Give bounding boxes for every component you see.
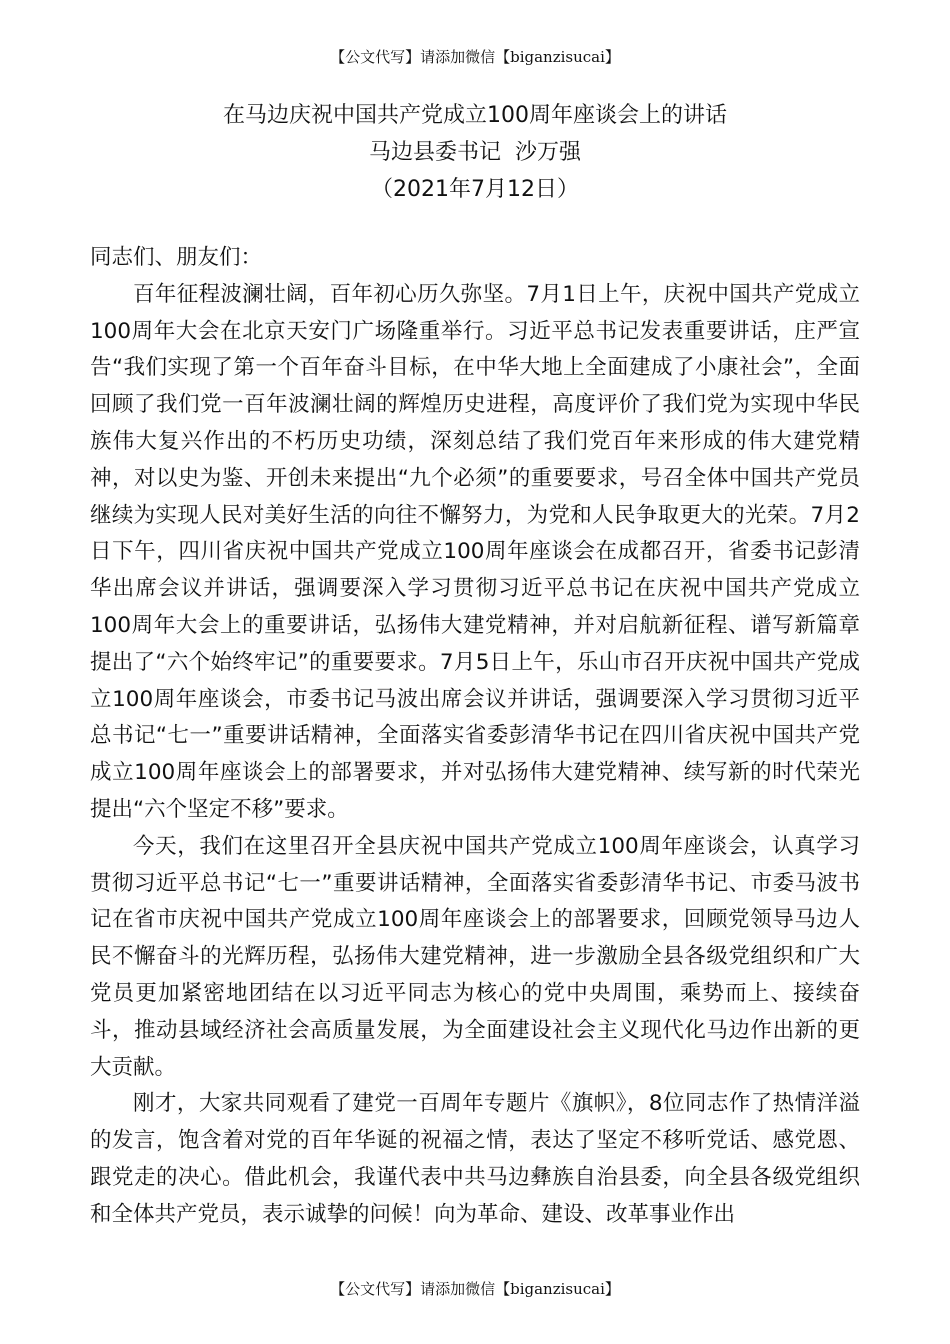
speech-title: 在马边庆祝中国共产党成立100周年座谈会上的讲话 xyxy=(223,103,727,128)
header-watermark: 【公文代写】请添加微信【biganzisucai】 xyxy=(330,48,620,66)
salutation: 同志们、朋友们： xyxy=(90,245,263,270)
paragraph-3: 刚才，大家共同观看了建党一百周年专题片《旗帜》，8位同志作了热情洋溢的发言，饱含着对党的百年华诞的祝福之情，表达了坚定不移听党话、感党恩、跟党走的决心。借此机会，我谨代表中共马边彝族自治县委，向全县各级党组织和全体共产党员，表示诚挚的问候！向为革命、建设、改革事业作出 xyxy=(90,1091,860,1227)
speech-body xyxy=(90,240,860,1234)
paragraph-1: 百年征程波澜壮阔，百年初心历久弥坚。7月1日上午，庆祝中国共产党成立100周年大会在北京天安门广场隆重举行。习近平总书记发表重要讲话，庄严宣告“我们实现了第一个百年奋斗目标，在中华大地上全面建成了小康社会”，全面回顾了我们党一百年波澜壮阔的辉煌历史进程，高度评价了我们党为实现中华民族伟大复兴作出的不朽历史功绩，深刻总结了我们党百年来形成的伟大建党精神，对以史为鉴、开创未来提出“九个必须”的重要要求，号召全体中国共产党员继续为实现人民对美好生活的向往不懈努力，为党和人民争取更大的光荣。7月2日下午，四川省庆祝中国共产党成立100周年座谈会在成都召开，省委书记彭清华出席会议并讲话，强调要深入学习贯彻习近平总书记在庆祝中国共产党成立100周年大会上的重要讲话，弘扬伟大建党精神，并对启航新征程、谱写新篇章提出了“六个始终牢记”的重要要求。7月5日上午，乐山市召开庆祝中国共产党成立100周年座谈会，市委书记马波出席会议并讲话，强调要深入学习贯彻习近平总书记“七一”重要讲话精神，全面落实省委彭清华书记在四川省庆祝中国共产党成立100周年座谈会上的部署要求，并对弘扬伟大建党精神、续写新的时代荣光提出“六个坚定不移”要求。 xyxy=(90,281,860,822)
title-block xyxy=(0,97,950,208)
footer-watermark: 【公文代写】请添加微信【biganzisucai】 xyxy=(330,1280,620,1298)
speech-date: （2021年7月12日） xyxy=(371,177,579,202)
paragraph-2: 今天，我们在这里召开全县庆祝中国共产党成立100周年座谈会，认真学习贯彻习近平总书记“七一”重要讲话精神，全面落实省委彭清华书记、市委马波书记在省市庆祝中国共产党成立100周年座谈会上的部署要求，回顾党领导马边人民不懈奋斗的光辉历程，弘扬伟大建党精神，进一步激励全县各级党组织和广大党员更加紧密地团结在以习近平同志为核心的党中央周围，乘势而上、接续奋斗，推动县域经济社会高质量发展，为全面建设社会主义现代化马边作出新的更大贡献。 xyxy=(90,833,860,1080)
speech-author: 马边县委书记 沙万强 xyxy=(369,140,581,165)
